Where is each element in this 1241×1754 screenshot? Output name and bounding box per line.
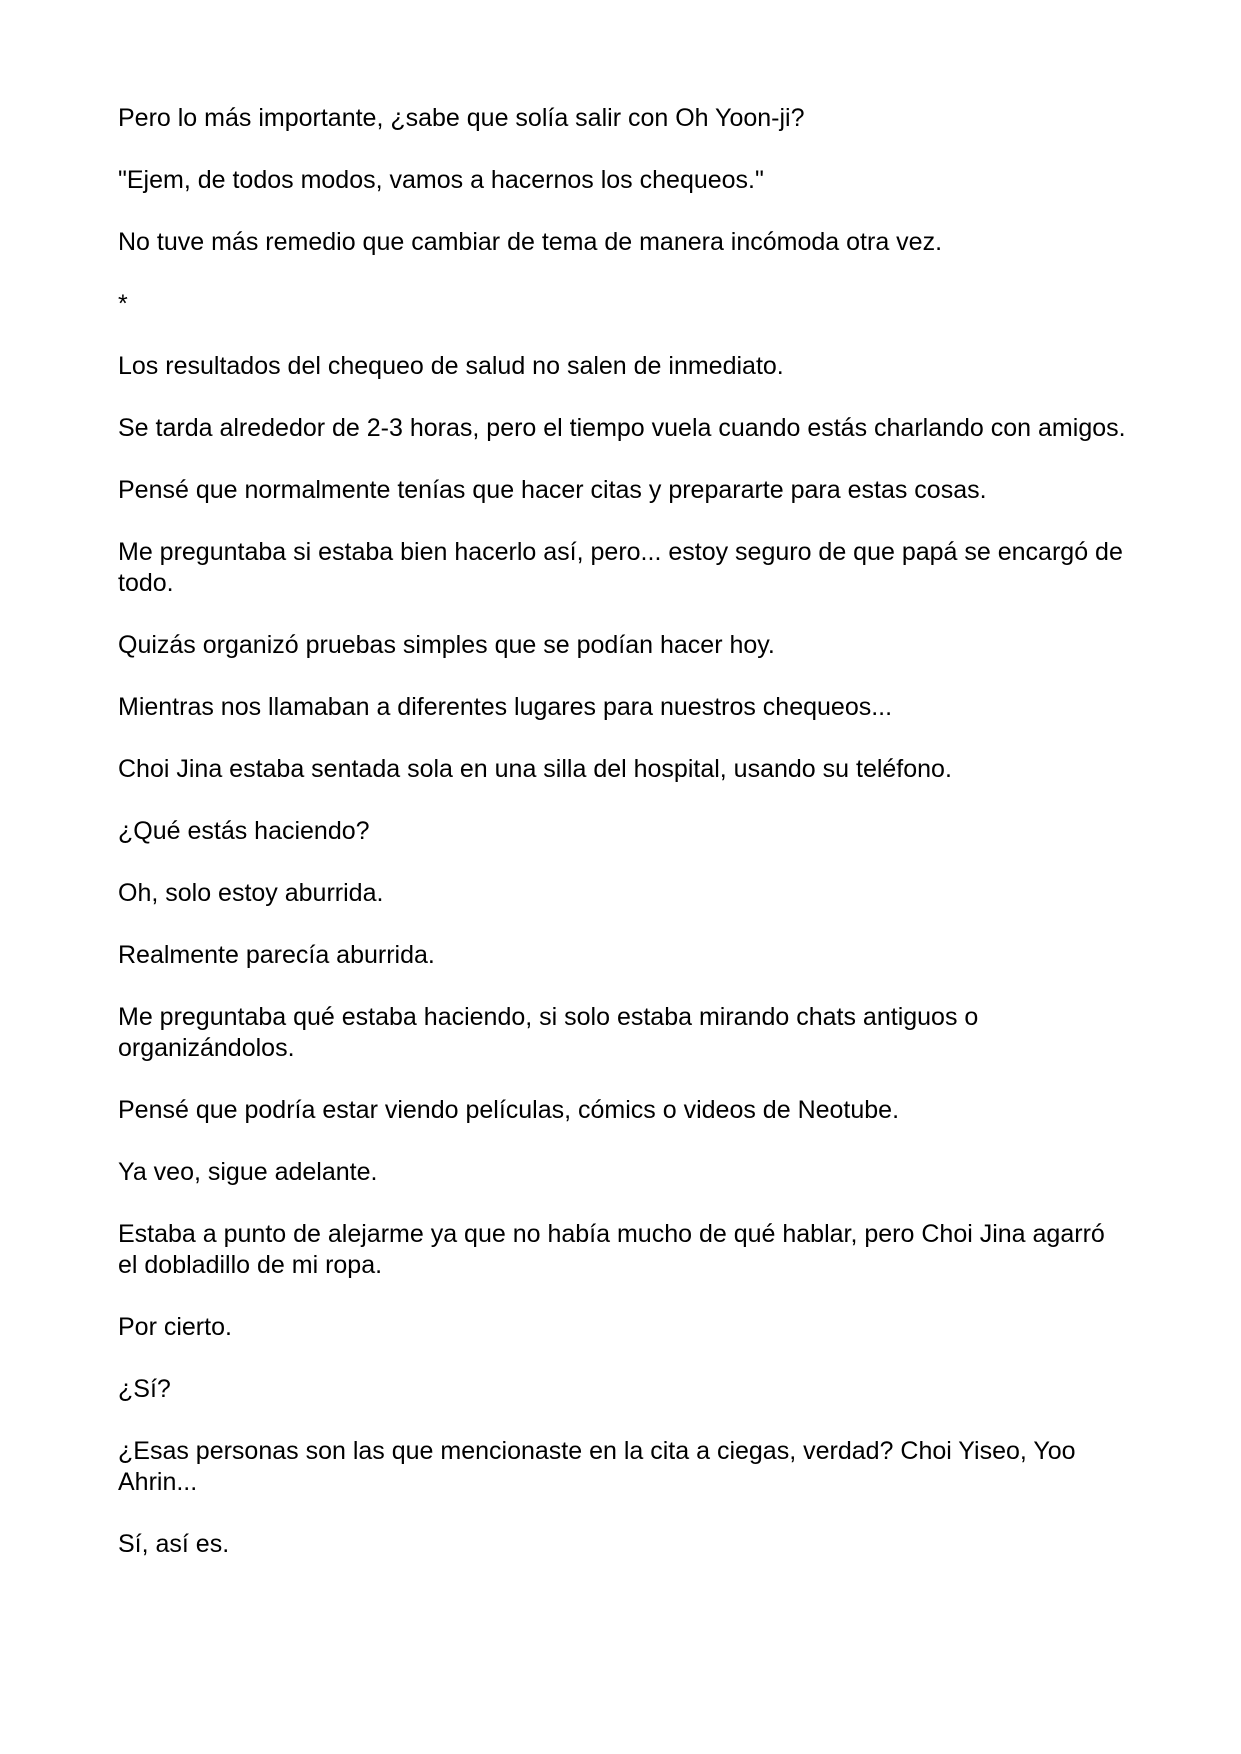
paragraph: Choi Jina estaba sentada sola en una silla del hospital, usando su teléfono. <box>118 755 952 783</box>
paragraph: Me preguntaba qué estaba haciendo, si solo estaba mirando chats antiguos o organizándolos. <box>118 1003 979 1062</box>
paragraph: Pensé que normalmente tenías que hacer citas y prepararte para estas cosas. <box>118 476 987 504</box>
paragraph: Se tarda alrededor de 2-3 horas, pero el tiempo vuela cuando estás charlando con amigos. <box>118 414 1126 442</box>
paragraph: "Ejem, de todos modos, vamos a hacernos los chequeos." <box>118 166 764 194</box>
paragraph: ¿Esas personas son las que mencionaste en la cita a ciegas, verdad? Choi Yiseo, Yoo Ahrin... <box>118 1437 1076 1496</box>
paragraph: ¿Qué estás haciendo? <box>118 817 370 845</box>
paragraph: Sí, así es. <box>118 1530 230 1558</box>
paragraph: Estaba a punto de alejarme ya que no había mucho de qué hablar, pero Choi Jina agarró el dobladillo de mi ropa. <box>118 1220 1105 1279</box>
paragraph: Los resultados del chequeo de salud no salen de inmediato. <box>118 352 784 380</box>
paragraph: ¿Sí? <box>118 1375 171 1403</box>
paragraph: Mientras nos llamaban a diferentes lugares para nuestros chequeos... <box>118 693 893 721</box>
scene-break: * <box>118 290 128 318</box>
paragraph: Ya veo, sigue adelante. <box>118 1158 378 1186</box>
paragraph: Por cierto. <box>118 1313 232 1341</box>
document-body <box>118 103 1128 1591</box>
paragraph: Pero lo más importante, ¿sabe que solía salir con Oh Yoon-ji? <box>118 104 805 132</box>
paragraph: Realmente parecía aburrida. <box>118 941 435 969</box>
paragraph: Quizás organizó pruebas simples que se podían hacer hoy. <box>118 631 775 659</box>
paragraph: Me preguntaba si estaba bien hacerlo así, pero... estoy seguro de que papá se encargó de todo. <box>118 538 1123 597</box>
paragraph: Oh, solo estoy aburrida. <box>118 879 384 907</box>
paragraph: Pensé que podría estar viendo películas, cómics o videos de Neotube. <box>118 1096 900 1124</box>
paragraph: No tuve más remedio que cambiar de tema de manera incómoda otra vez. <box>118 228 943 256</box>
